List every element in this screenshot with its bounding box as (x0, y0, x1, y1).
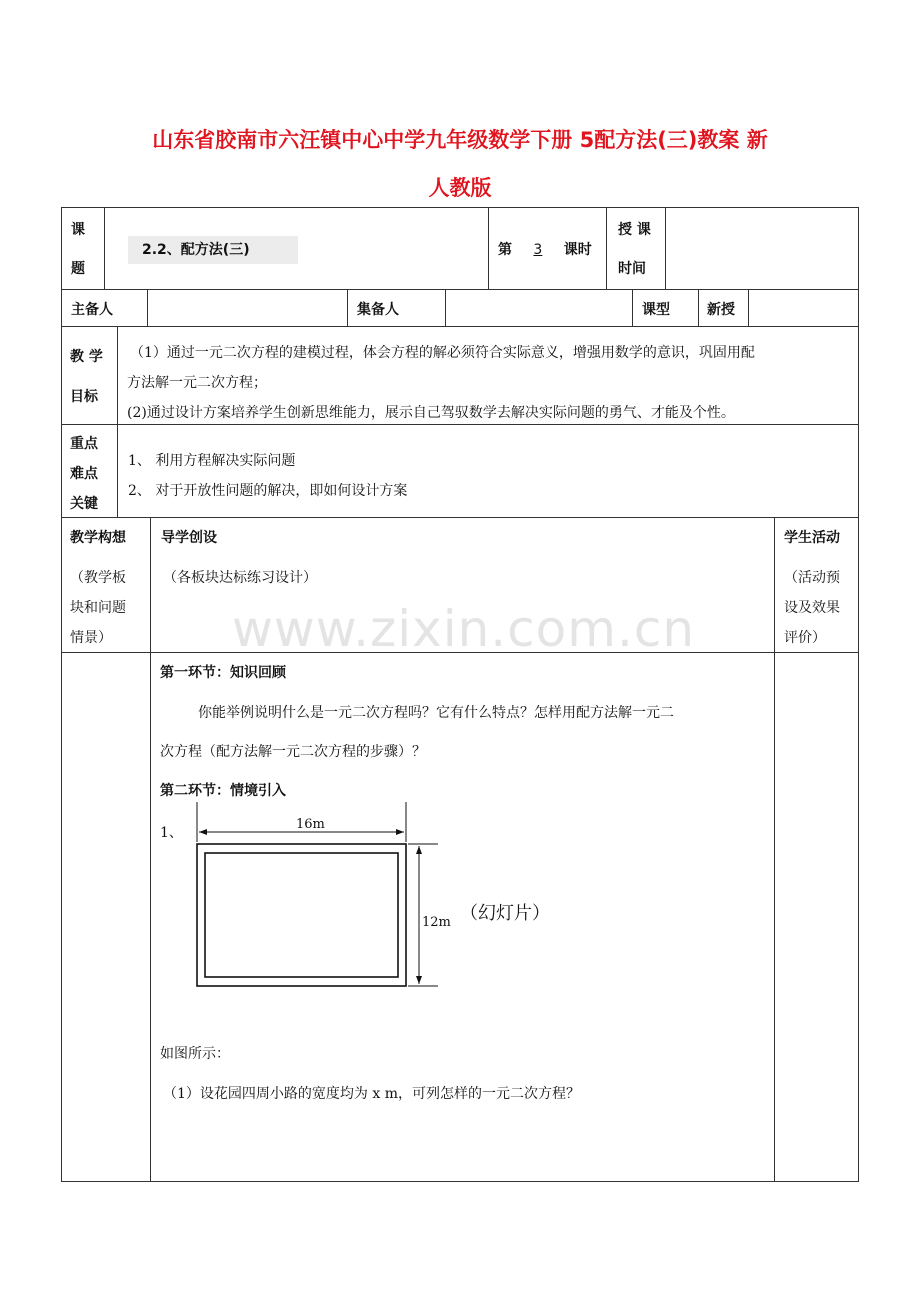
as-shown-text: 如图所示： (160, 1046, 230, 1062)
teach-time-label-1: 授 课 (618, 222, 651, 238)
section1-line-2: 次方程（配方法解一元二次方程的步骤）？ (160, 744, 426, 760)
document-title-line-1: 山东省胶南市六汪镇中心中学九年级数学下册 5配方法(三)教案 新 (152, 128, 768, 152)
design-col3-title: 学生活动 (784, 530, 840, 546)
section2-title: 第二环节：情境引入 (160, 783, 286, 799)
figure-caption: （幻灯片） (460, 903, 550, 924)
design-col3-sub-3: 评价） (784, 630, 826, 646)
question-1: （1）设花园四周小路的宽度均为 x m，可列怎样的一元二次方程？ (163, 1086, 580, 1102)
topic-label-2: 题 (71, 261, 85, 277)
period-number: 3 (533, 242, 543, 258)
height-arrow-top (416, 846, 422, 854)
topic-label-1: 课 (71, 222, 85, 238)
key-point-item-2: 2、 对于开放性问题的解决，即如何设计方案 (128, 483, 408, 499)
period-prefix: 第 (498, 242, 512, 258)
key-point-item-1: 1、 利用方程解决实际问题 (128, 453, 296, 469)
figure-height-label: 12m (422, 915, 451, 930)
lesson-type-value: 新授 (707, 302, 735, 318)
design-col1-sub-3: 情景） (70, 630, 112, 646)
design-col1-title: 教学构想 (70, 530, 126, 546)
document-title-line-2: 人教版 (428, 176, 492, 200)
garden-inner-rect (205, 853, 398, 977)
design-col3-sub-1: （活动预 (784, 570, 840, 586)
goals-line-3: (2)通过设计方案培养学生创新思维能力，展示自己驾驭数学去解决实际问题的勇气、才能及个性。 (127, 405, 735, 421)
period-label (498, 240, 592, 260)
period-suffix: 课时 (563, 242, 592, 258)
teach-time-label-2: 时间 (618, 261, 646, 277)
design-col2-sub: （各板块达标练习设计） (163, 570, 317, 586)
goals-line-1: （1）通过一元二次方程的建模过程，体会方程的解必须符合实际意义，增强用数学的意识，巩固用配 (130, 345, 755, 361)
section1-line-1: 你能举例说明什么是一元二次方程吗？它有什么特点？怎样用配方法解一元二 (198, 705, 674, 721)
width-arrow-right (396, 829, 404, 835)
design-col2-title: 导学创设 (161, 530, 217, 546)
key-points-label-2: 难点 (70, 466, 98, 482)
goals-label-1: 教 学 (70, 349, 103, 365)
co-preparer-label: 集备人 (357, 302, 399, 318)
height-arrow-bottom (416, 976, 422, 984)
key-points-label-3: 关键 (70, 496, 98, 512)
figure-width-label: 16m (296, 817, 325, 832)
garden-outer-rect (197, 844, 406, 986)
watermark: www.zixin.com.cn (232, 600, 696, 658)
main-preparer-label: 主备人 (71, 302, 113, 318)
garden-figure (190, 800, 590, 995)
design-col1-sub-2: 块和问题 (70, 600, 126, 616)
goals-label-2: 目标 (70, 389, 98, 405)
figure-number: 1、 (160, 825, 183, 841)
section1-title: 第一环节：知识回顾 (160, 665, 286, 681)
design-col3-sub-2: 设及效果 (784, 600, 840, 616)
goals-line-2: 方法解一元二次方程； (127, 375, 267, 391)
design-col1-sub-1: （教学板 (70, 570, 126, 586)
width-arrow-left (199, 829, 207, 835)
lesson-title-field: 2.2、配方法(三) (128, 236, 298, 264)
key-points-label-1: 重点 (70, 436, 98, 452)
lesson-type-label: 课型 (642, 302, 670, 318)
